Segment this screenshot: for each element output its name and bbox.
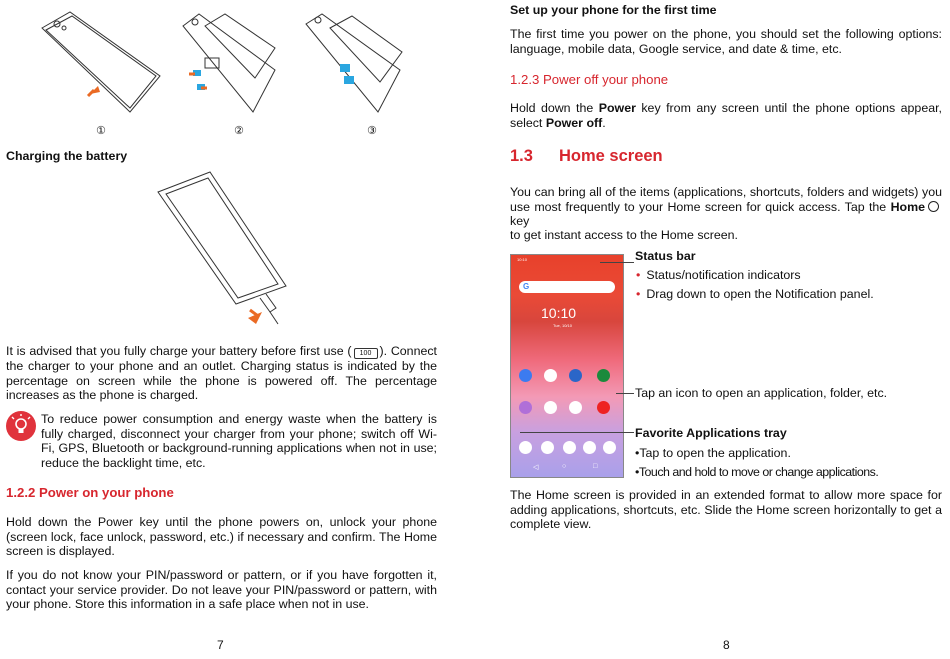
home-screen-image [510,254,624,478]
step-label-3: ③ [367,124,377,137]
sim-step-1-illustration [30,8,170,118]
bulb-tip-icon [6,411,36,441]
power-on-paragraph-1: Hold down the Power key until the phone powers on, unlock your phone (screen lock, face unlock, password, etc.) if necessary and confirm. The Home screen is displayed. [6,515,437,559]
fav-app-icon-3 [563,441,576,454]
power-off-paragraph [510,101,942,130]
extended-format-paragraph: The Home screen is provided in an extended format to allow more space for adding applications, shortcuts, etc. Slide the Home screen horizontally to get a complete view. [510,488,942,532]
status-bar-time: 10:10 [517,257,528,262]
power-off-bold-power: Power [598,101,636,115]
charging-paragraph-start: It is advised that you fully charge your battery before first use ( [6,344,352,358]
status-bar-title: Status bar [635,249,696,263]
sim-step-2-illustration [175,8,285,118]
fav-tray-title: Favorite Applications tray [635,426,787,440]
step-label-1: ① [96,124,106,137]
power-off-text-2: key from any screen until the phone options appear, select [510,101,942,130]
nav-back-icon: ◁ [533,464,539,471]
home-clock: 10:10 [541,305,577,321]
fav-app-icon-4 [583,441,596,454]
app-icon-3 [569,369,582,382]
fav-app-icon-1 [519,441,532,454]
home-section-title: Home screen [559,147,663,165]
home-text-1: You can bring all of the items (applications, shortcuts, folders and widgets) you use most frequently to your Home screen for quick access. Tap the [510,185,942,214]
home-section-number: 1.3 [510,147,533,165]
status-bar-bullet-1-text: Status/notification indicators [646,268,801,282]
tap-icon-callout: Tap an icon to open an application, folder, etc. [635,386,888,400]
page-number-left: 7 [217,638,224,652]
status-bar-callout-line [600,262,634,263]
power-off-heading: 1.2.3 Power off your phone [510,72,669,87]
home-key-icon [928,201,939,212]
charging-heading: Charging the battery [6,149,128,163]
home-bold: Home [890,199,925,214]
fav-app-icon-2 [541,441,554,454]
step-label-2: ② [234,124,244,137]
google-g-icon: G [523,282,530,291]
power-on-heading: 1.2.2 Power on your phone [6,485,174,500]
fav-tray-callout-line [520,432,634,433]
battery-icon: 100 [354,348,378,359]
tip-paragraph: To reduce power consumption and energy waste when the battery is fully charged, disconnect your charger from your phone; switch off Wi-Fi, GPS, Bluetooth or background-running applications when not in use; reduce the backlight time, etc. [41,412,437,470]
charging-paragraph [6,344,437,403]
google-search-bar [519,281,615,293]
setup-paragraph: The first time you power on the phone, you should set the following options: language, mobile data, Google service, and date & time, etc. [510,27,942,56]
tap-icon-callout-line [616,393,634,394]
charging-phone-illustration [150,168,300,333]
status-bar-bullet-2: • Drag down to open the Notification panel. [636,287,874,301]
power-off-bold-poweroff: Power off [545,115,603,130]
status-bar-bullet-1: • Status/notification indicators [636,268,801,282]
app-icon-6 [544,401,557,414]
status-bar-bullet-2-text: Drag down to open the Notification panel. [646,287,874,301]
page-number-right: 8 [723,638,730,652]
home-date: Tue, 10/10 [553,323,572,328]
home-paragraph-continued: to get instant access to the Home screen. [510,228,738,242]
home-text-2: key [510,214,530,229]
fav-app-icon-5 [603,441,616,454]
app-icon-4 [597,369,610,382]
home-paragraph [510,185,942,229]
fav-tray-item-1: •Tap to open the application. [635,446,791,460]
power-off-text-1: Hold down the [510,101,599,115]
nav-recents-icon: □ [593,463,598,470]
setup-heading: Set up your phone for the first time [510,3,717,17]
app-icon-1 [519,369,532,382]
app-icon-5 [519,401,532,414]
charging-paragraph-end: ). Connect the charger to your phone and an outlet. Charging status is indicated by the percentage on screen while the phone is powered off. The percentage increases as the phone is charged. [6,344,437,403]
app-icon-8 [597,401,610,414]
sim-step-3-illustration [300,8,410,118]
app-icon-2 [544,369,557,382]
power-off-text-3: . [602,115,606,130]
app-icon-7 [569,401,582,414]
nav-home-icon: ○ [562,463,567,470]
fav-tray-item-2: •Touch and hold to move or change applications. [635,465,879,479]
power-on-paragraph-2: If you do not know your PIN/password or pattern, or if you have forgotten it, contact your service provider. Do not leave your PIN/password or pattern, with your phone. Store this information in a safe place when not in use. [6,568,437,612]
